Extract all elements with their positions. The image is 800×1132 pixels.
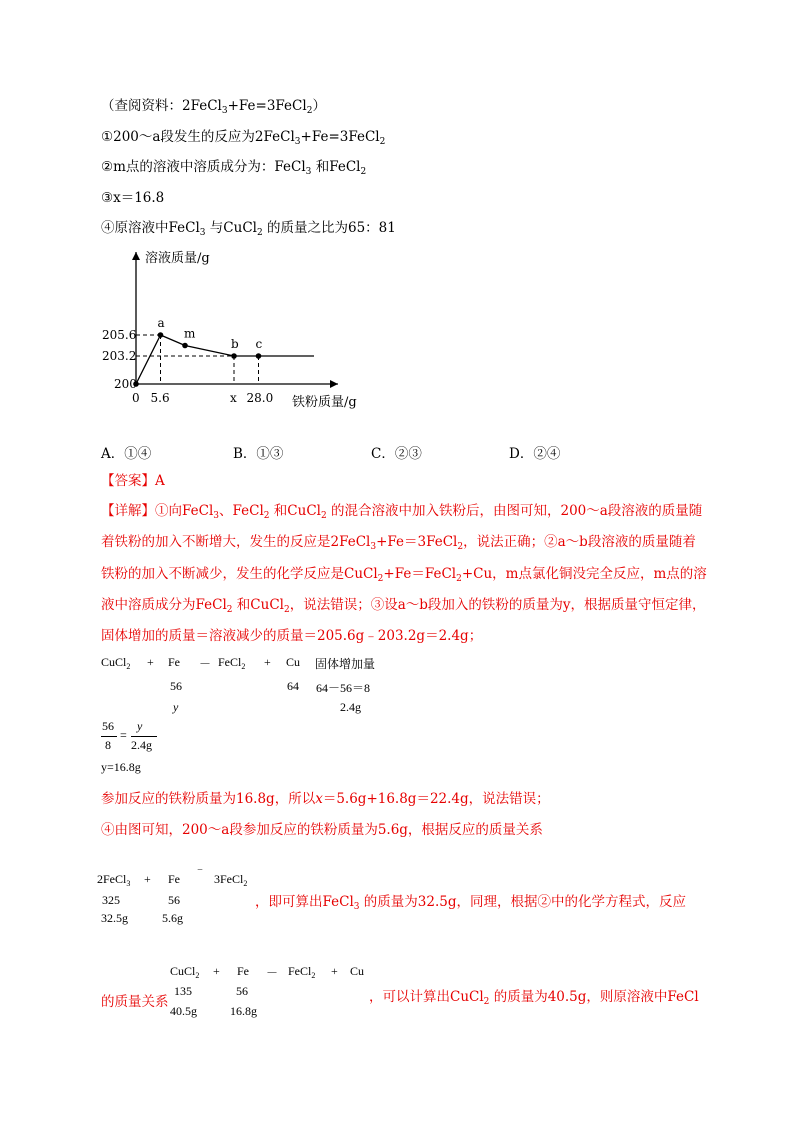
reference-note: （查阅资料：2FeCl$_3$+Fe=3FeCl$_2$） — [101, 98, 326, 116]
data-point-m — [182, 343, 188, 349]
choice-a[interactable]: A．①④ — [101, 446, 152, 462]
detail-line-9b: ，可以计算出CuCl$_2$ 的质量为40.5g，则原溶液中FeCl — [369, 989, 699, 1007]
data-point-a — [158, 332, 164, 338]
answer-label: 【答案】A — [101, 473, 165, 489]
x-tick-label: x — [230, 391, 237, 405]
series-line — [136, 335, 314, 384]
y-tick-label: 200 — [114, 377, 137, 391]
point-label-m: m — [184, 326, 196, 341]
choice-b[interactable]: B．①③ — [233, 446, 284, 462]
detail-line-7: ④由图可知，200～a段参加反应的铁粉质量为5.6g，根据反应的质量关系 — [101, 822, 543, 838]
y-axis-arrow — [132, 252, 140, 260]
mass-chart — [102, 238, 380, 418]
statement-3: ③x＝16.8 — [101, 190, 165, 206]
point-label-b: b — [231, 337, 239, 351]
detail-line-4: 液中溶质成分为FeCl$_2$ 和CuCl$_2$，说法错误；③设a～b段加入的铁粉的质量为y，根据质量守恒定律， — [101, 597, 706, 615]
y-tick-label: 205.6 — [102, 328, 137, 342]
x-axis-label: 铁粉质量/g — [292, 395, 357, 410]
detail-line-2: 着铁粉的加入不断增大，发生的反应是2FeCl$_3$+Fe＝3FeCl$_2$，说法正确；②a～b段溶液的质量随着 — [101, 534, 696, 552]
statement-2: ②m点的溶液中溶质成分为：FeCl$_3$ 和FeCl$_2$ — [101, 159, 367, 177]
choice-c[interactable]: C．②③ — [371, 446, 422, 462]
point-label-a: a — [157, 316, 165, 330]
detail-line-6: 参加反应的铁粉质量为16.8g，所以x＝5.6g+16.8g＝22.4g，说法错误； — [101, 791, 550, 807]
detail-line-5: 固体增加的质量＝溶液减少的质量＝205.6g﹣203.2g＝2.4g； — [101, 628, 483, 644]
detail-line-3: 铁粉的加入不断减少，发生的化学反应是CuCl$_2$+Fe＝FeCl$_2$+Cu，m点氯化铜没完全反应，m点的溶 — [101, 566, 707, 584]
x-tick-label: 5.6 — [150, 391, 170, 405]
y-result: y=16.8g — [101, 760, 141, 774]
detail-line-1: 【详解】①向FeCl$_3$、FeCl$_2$ 和CuCl$_2$ 的混合溶液中加入铁粉后，由图可知，200～a段溶液的质量随 — [101, 503, 703, 521]
choice-d[interactable]: D．②④ — [509, 446, 561, 462]
statement-4: ④原溶液中FeCl$_3$ 与CuCl$_2$ 的质量之比为65：81 — [101, 220, 396, 238]
point-label-c: c — [255, 337, 263, 351]
x-tick-label: 0 — [132, 391, 140, 405]
data-point-b — [231, 353, 237, 359]
statement-1: ①200～a段发生的反应为2FeCl$_3$+Fe=3FeCl$_2$ — [101, 129, 386, 147]
x-tick-label: 28.0 — [246, 391, 274, 405]
detail-line-8: ，即可算出FeCl$_3$ 的质量为32.5g，同理，根据②中的化学方程式，反应 — [255, 894, 686, 912]
detail-line-9a: 的质量关系 — [101, 994, 169, 1010]
y-axis-label: 溶液质量/g — [145, 251, 210, 266]
y-tick-label: 203.2 — [102, 349, 137, 363]
data-point-c — [256, 353, 262, 359]
x-axis-arrow — [330, 380, 338, 388]
